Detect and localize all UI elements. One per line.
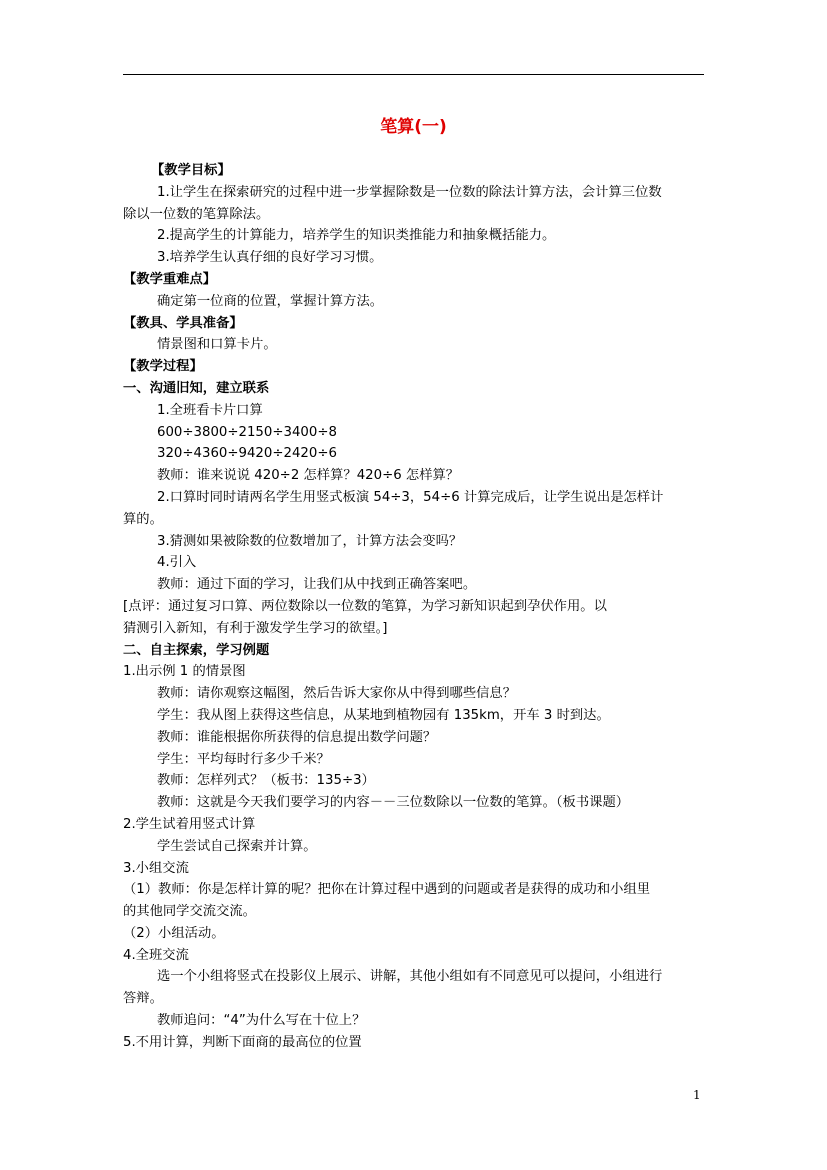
document-title: 笔算(一) xyxy=(380,117,447,137)
body-line: 【教具、学具准备】 xyxy=(123,315,243,331)
body-line: （1）教师：你是怎样计算的呢？把你在计算过程中遇到的问题或者是获得的成功和小组里 xyxy=(123,882,651,898)
body-line: 教师：谁能根据你所获得的信息提出数学问题？ xyxy=(157,729,437,745)
body-line: 4.全班交流 xyxy=(123,947,189,963)
body-line: （2）小组活动。 xyxy=(123,925,225,941)
body-line: 答辩。 xyxy=(123,991,163,1007)
body-line: 4.引入 xyxy=(157,555,197,571)
body-line: 3.猜测如果被除数的位数增加了，计算方法会变吗？ xyxy=(157,533,463,549)
body-line: 学生尝试自己探索并计算。 xyxy=(157,838,317,854)
body-line: 1.全班看卡片口算 xyxy=(157,402,263,418)
document-body xyxy=(123,160,708,1054)
body-line: 教师追问：“4”为什么写在十位上？ xyxy=(157,1013,366,1029)
body-line: 除以一位数的笔算除法。 xyxy=(123,206,270,222)
body-line: 二、自主探索，学习例题 xyxy=(123,642,270,658)
body-line: 320÷4360÷9420÷2420÷6 xyxy=(157,446,337,462)
body-line: 学生：平均每时行多少千米？ xyxy=(157,751,330,767)
body-line: 【教学重难点】 xyxy=(123,271,217,287)
body-line: 2.口算时同时请两名学生用竖式板演 54÷3，54÷6 计算完成后，让学生说出是怎样计 xyxy=(157,489,664,505)
body-line: 1.让学生在探索研究的过程中进一步掌握除数是一位数的除法计算方法，会计算三位数 xyxy=(157,184,662,200)
body-line: 教师：怎样列式？（板书：135÷3） xyxy=(157,773,375,789)
body-line: 3.小组交流 xyxy=(123,860,189,876)
body-line: 【教学过程】 xyxy=(123,359,203,375)
page-number: 1 xyxy=(693,1088,701,1102)
body-line: 1.出示例 1 的情景图 xyxy=(123,664,246,680)
body-line: 的其他同学交流交流。 xyxy=(123,904,256,920)
body-line: 确定第一位商的位置，掌握计算方法。 xyxy=(157,293,384,309)
body-line: 教师：通过下面的学习，让我们从中找到正确答案吧。 xyxy=(157,577,477,593)
body-line: 3.培养学生认真仔细的良好学习习惯。 xyxy=(157,250,383,266)
body-line: 情景图和口算卡片。 xyxy=(157,337,277,353)
body-line: 教师：这就是今天我们要学习的内容－－三位数除以一位数的笔算。（板书课题） xyxy=(157,795,630,811)
body-line: 学生：我从图上获得这些信息，从某地到植物园有 135km，开车 3 时到达。 xyxy=(157,707,610,723)
body-line: 2.学生试着用竖式计算 xyxy=(123,816,256,832)
body-line: 猜测引入新知，有利于激发学生学习的欲望。] xyxy=(123,620,388,636)
body-line: 【教学目标】 xyxy=(151,163,231,178)
body-line: 5.不用计算，判断下面商的最高位的位置 xyxy=(123,1034,362,1050)
body-line: 教师：谁来说说 420÷2 怎样算？420÷6 怎样算？ xyxy=(157,468,460,484)
body-line: 选一个小组将竖式在投影仪上展示、讲解，其他小组如有不同意见可以提问，小组进行 xyxy=(157,969,663,985)
body-line: 600÷3800÷2150÷3400÷8 xyxy=(157,424,337,440)
body-line: 教师：请你观察这幅图，然后告诉大家你从中得到哪些信息？ xyxy=(157,686,517,702)
body-line: 2.提高学生的计算能力，培养学生的知识类推能力和抽象概括能力。 xyxy=(157,228,556,244)
body-line: 算的。 xyxy=(123,511,163,527)
header-rule xyxy=(123,74,704,75)
body-line: [点评：通过复习口算、两位数除以一位数的笔算，为学习新知识起到孕伏作用。以 xyxy=(123,598,607,614)
body-line: 一、沟通旧知，建立联系 xyxy=(123,380,270,396)
